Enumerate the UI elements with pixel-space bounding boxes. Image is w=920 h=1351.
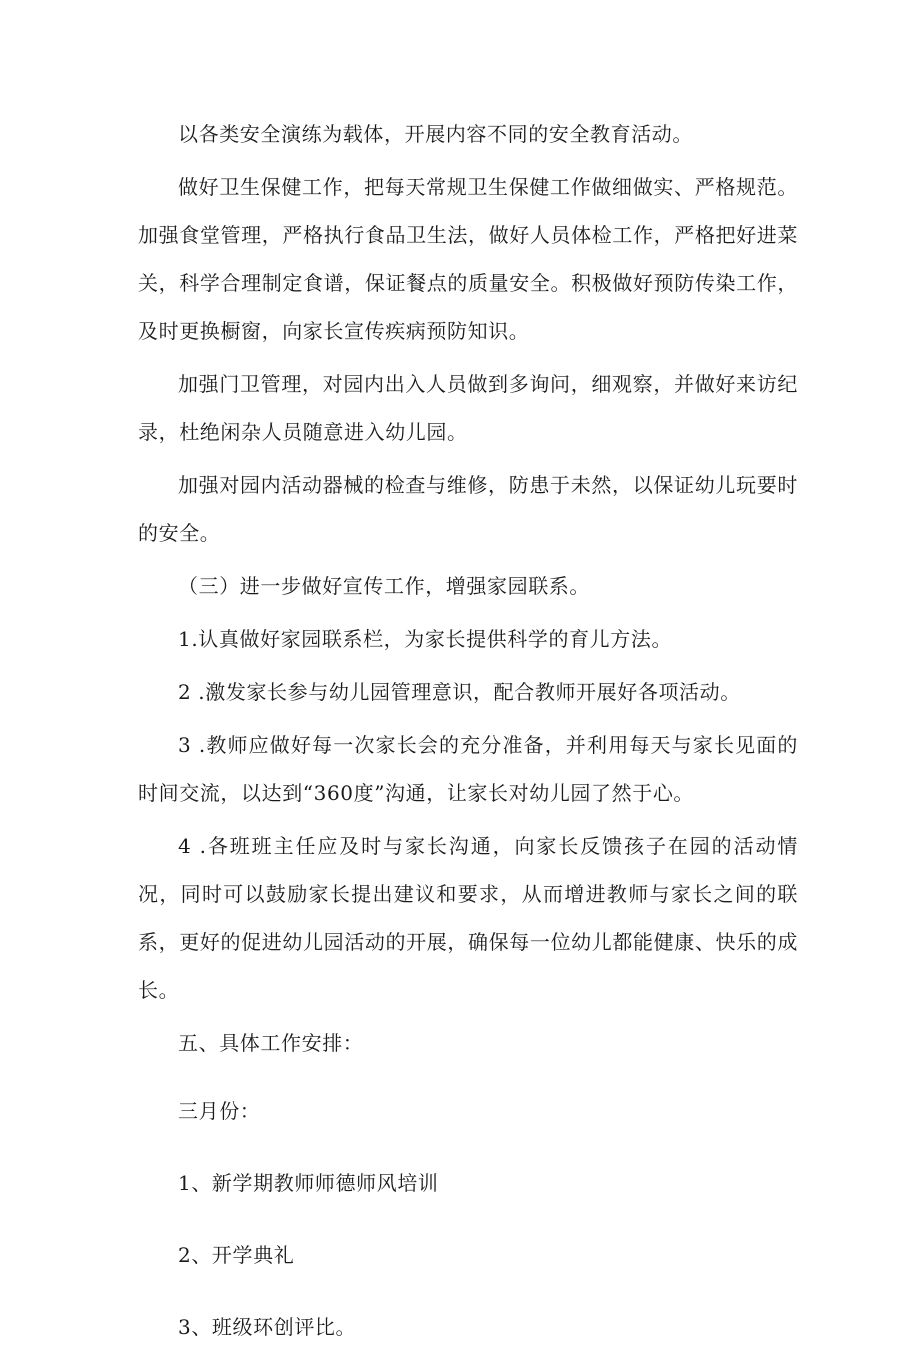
list-item-1: 1.认真做好家园联系栏，为家长提供科学的育儿方法。 (178, 627, 673, 651)
list-item-3: 3 .教师应做好每一次家长会的充分准备，并利用每天与家长见面的时间交流，以达到“360度”沟通，让家长对幼儿园了然于心。 (138, 733, 798, 805)
list-item-4: 4 .各班班主任应及时与家长沟通，向家长反馈孩子在园的活动情况，同时可以鼓励家长提出建议和要求，从而增进教师与家长之间的联系，更好的促进幼儿园活动的开展，确保每一位幼儿都能健康、快乐的成长。 (138, 834, 798, 1002)
month-heading-march: 三月份： (178, 1099, 261, 1123)
paragraph-equipment-check: 加强对园内活动器械的检查与维修，防患于未然，以保证幼儿玩要时的安全。 (138, 473, 798, 545)
paragraph-safety-drills: 以各类安全演练为载体，开展内容不同的安全教育活动。 (178, 122, 693, 146)
section-heading-publicity: （三）进一步做好宣传工作，增强家园联系。 (178, 574, 590, 598)
paragraph-health-care: 做好卫生保健工作，把每天常规卫生保健工作做细做实、严格规范。加强食堂管理，严格执行食品卫生法，做好人员体检工作，严格把好进菜关，科学合理制定食谱，保证餐点的质量安全。积极做好预防传染工作，及时更换橱窗，向家长宣传疾病预防知识。 (138, 175, 798, 343)
schedule-item-1: 1、新学期教师师德师风培训 (178, 1171, 439, 1195)
schedule-item-3: 3、班级环创评比。 (178, 1315, 357, 1339)
section-heading-schedule: 五、具体工作安排： (178, 1031, 364, 1055)
document-body (138, 110, 798, 1351)
list-item-2: 2 .激发家长参与幼儿园管理意识，配合教师开展好各项活动。 (178, 680, 741, 704)
paragraph-gate-management: 加强门卫管理，对园内出入人员做到多询问，细观察，并做好来访纪录，杜绝闲杂人员随意进入幼儿园。 (138, 372, 798, 444)
schedule-item-2: 2、开学典礼 (178, 1243, 295, 1267)
